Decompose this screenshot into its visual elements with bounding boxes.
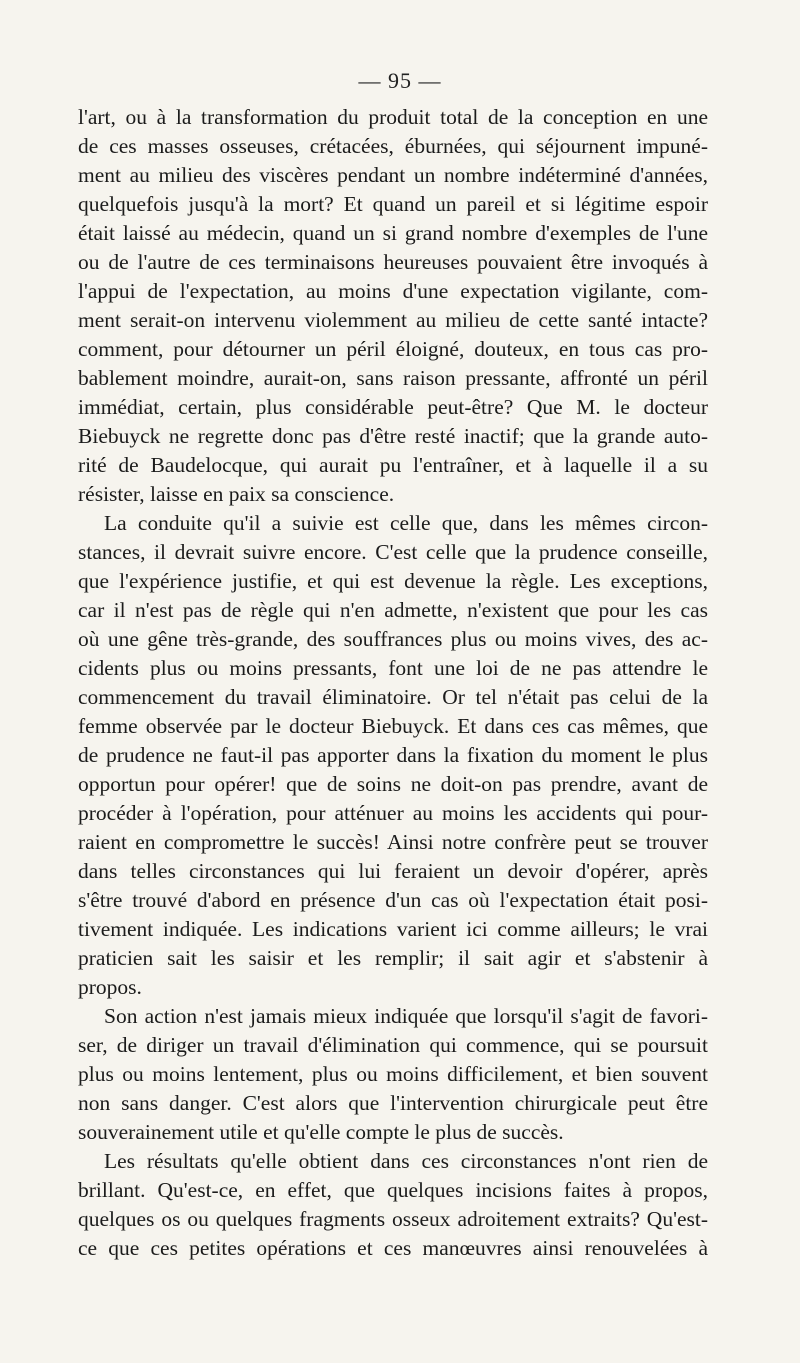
text-line: rité de Baudelocque, qui aurait pu l'entraîner, et à laquelle il a su: [78, 453, 708, 477]
text-line: était laissé au médecin, quand un si grand nombre d'exemples de l'une: [78, 221, 708, 245]
text-line: femme observée par le docteur Biebuyck. Et dans ces cas mêmes, que: [78, 714, 708, 738]
text-line: propos.: [78, 975, 142, 999]
text-line: ou de l'autre de ces terminaisons heureuses pouvaient être invoqués à: [78, 250, 708, 274]
text-line: Biebuyck ne regrette donc pas d'être resté inactif; que la grande auto-: [78, 424, 708, 448]
text-line: l'art, ou à la transformation du produit total de la conception en une: [78, 105, 708, 129]
text-line: de prudence ne faut-il pas apporter dans la fixation du moment le plus: [78, 743, 708, 767]
paragraph-4: [78, 1147, 708, 1263]
paragraph-2: [78, 509, 708, 1002]
text-line: brillant. Qu'est-ce, en effet, que quelques incisions faites à propos,: [78, 1178, 708, 1202]
text-line: quelquefois jusqu'à la mort? Et quand un pareil et si légitime espoir: [78, 192, 708, 216]
text-line: immédiat, certain, plus considérable peut-être? Que M. le docteur: [78, 395, 708, 419]
text-line: car il n'est pas de règle qui n'en admette, n'existent que pour les cas: [78, 598, 708, 622]
text-line: bablement moindre, aurait-on, sans raison pressante, affronté un péril: [78, 366, 708, 390]
text-line: où une gêne très-grande, des souffrances plus ou moins vives, des ac-: [78, 627, 708, 651]
text-line: plus ou moins lentement, plus ou moins difficilement, et bien souvent: [78, 1062, 708, 1086]
text-line: procéder à l'opération, pour atténuer au moins les accidents qui pour-: [78, 801, 708, 825]
text-line: Les résultats qu'elle obtient dans ces circonstances n'ont rien de: [104, 1149, 708, 1173]
text-line: s'être trouvé d'abord en présence d'un cas où l'expectation était posi-: [78, 888, 708, 912]
text-line: commencement du travail éliminatoire. Or tel n'était pas celui de la: [78, 685, 708, 709]
text-line: dans telles circonstances qui lui feraient un devoir d'opérer, après: [78, 859, 708, 883]
text-line: ment au milieu des viscères pendant un nombre indéterminé d'années,: [78, 163, 708, 187]
text-line: Son action n'est jamais mieux indiquée que lorsqu'il s'agit de favori-: [104, 1004, 708, 1028]
text-line: l'appui de l'expectation, au moins d'une expectation vigilante, com-: [78, 279, 708, 303]
text-line: quelques os ou quelques fragments osseux adroitement extraits? Qu'est-: [78, 1207, 708, 1231]
text-line: comment, pour détourner un péril éloigné, douteux, en tous cas pro-: [78, 337, 708, 361]
text-line: ser, de diriger un travail d'élimination qui commence, qui se poursuit: [78, 1033, 708, 1057]
text-line: opportun pour opérer! que de soins ne doit-on pas prendre, avant de: [78, 772, 708, 796]
text-line: raient en compromettre le succès! Ainsi notre confrère peut se trouver: [78, 830, 708, 854]
text-line: de ces masses osseuses, crétacées, éburnées, qui séjournent impuné-: [78, 134, 708, 158]
text-line: cidents plus ou moins pressants, font une loi de ne pas attendre le: [78, 656, 708, 680]
text-line: résister, laisse en paix sa conscience.: [78, 482, 395, 506]
body-text: [78, 103, 708, 1263]
page-number: — 95 —: [358, 68, 442, 93]
text-line: stances, il devrait suivre encore. C'est celle que la prudence conseille,: [78, 540, 708, 564]
text-line: souverainement utile et qu'elle compte le plus de succès.: [78, 1120, 564, 1144]
text-line: La conduite qu'il a suivie est celle que, dans les mêmes circon-: [104, 511, 708, 535]
text-line: ment serait-on intervenu violemment au milieu de cette santé intacte?: [78, 308, 708, 332]
text-line: ce que ces petites opérations et ces manœuvres ainsi renouvelées à: [78, 1236, 708, 1260]
text-line: non sans danger. C'est alors que l'intervention chirurgicale peut être: [78, 1091, 708, 1115]
text-line: praticien sait les saisir et les remplir; il sait agir et s'abstenir à: [78, 946, 708, 970]
paragraph-3: [78, 1002, 708, 1147]
paragraph-1: [78, 103, 708, 509]
text-line: tivement indiquée. Les indications varient ici comme ailleurs; le vrai: [78, 917, 708, 941]
text-line: que l'expérience justifie, et qui est devenue la règle. Les exceptions,: [78, 569, 708, 593]
